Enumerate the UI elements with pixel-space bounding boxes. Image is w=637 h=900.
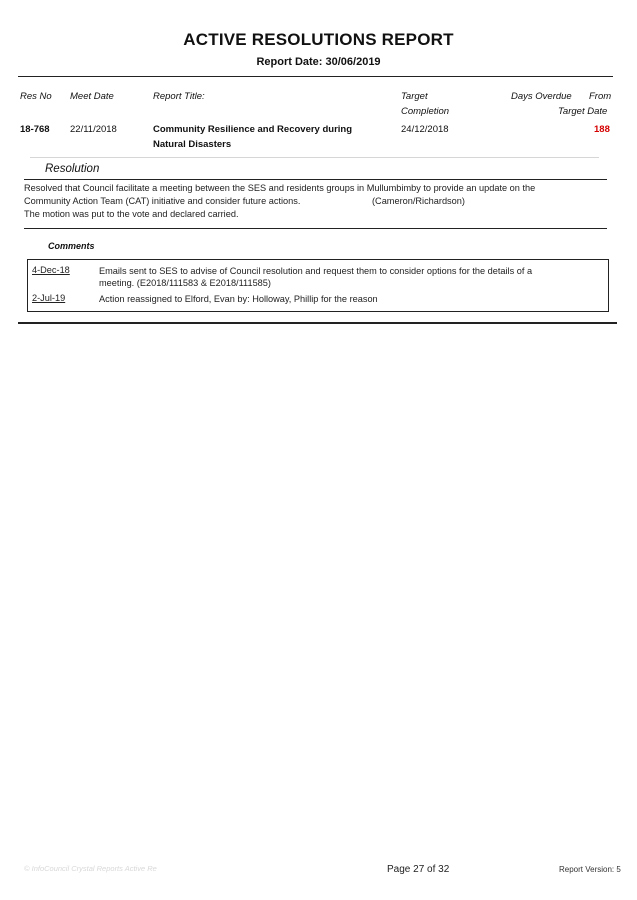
- header-divider: [18, 76, 613, 77]
- col-header-target-date: Target Date: [558, 106, 608, 117]
- resolution-heading: Resolution: [45, 163, 100, 175]
- comment-text-2: Action reassigned to Elford, Evan by: Holloway, Phillip for the reason: [99, 294, 378, 304]
- resolution-line2: Community Action Team (CAT) initiative and consider future actions.: [24, 196, 301, 207]
- comments-box: [27, 259, 609, 312]
- col-header-completion: Completion: [401, 106, 450, 117]
- comments-heading: Comments: [48, 241, 95, 251]
- report-title-line1: Community Resilience and Recovery during: [153, 124, 353, 135]
- record-divider: [30, 157, 599, 158]
- col-header-target: Target: [401, 91, 428, 102]
- col-header-days-overdue: Days Overdue: [511, 91, 572, 102]
- report-title: ACTIVE RESOLUTIONS REPORT: [183, 30, 454, 49]
- col-header-meet-date: Meet Date: [70, 91, 114, 102]
- resolution-line1: Resolved that Council facilitate a meeting between the SES and residents groups in Mullumbimby to provide an update on the: [24, 183, 536, 193]
- days-overdue-value: 188: [594, 124, 610, 135]
- resolution-movers: (Cameron/Richardson): [372, 196, 465, 206]
- resolution-top-rule: [24, 179, 607, 180]
- report-date: Report Date: 30/06/2019: [256, 56, 381, 68]
- resolution-text: [24, 182, 614, 222]
- footer-copyright: © InfoCouncil Crystal Reports Active Re: [24, 864, 157, 873]
- comment-text-1-line1: Emails sent to SES to advise of Council resolution and request them to consider options for the details of a: [99, 266, 533, 276]
- comment-text-1-line2: meeting. (E2018/111583 & E2018/111585): [99, 278, 271, 288]
- meet-date-value: 22/11/2018: [70, 124, 117, 135]
- res-no-value: 18-768: [20, 124, 50, 135]
- comment-date-2[interactable]: 2-Jul-19: [32, 293, 66, 303]
- comment-text-1: [99, 265, 599, 289]
- section-end-rule: [18, 322, 617, 324]
- page-number: Page 27 of 32: [387, 864, 450, 875]
- report-version: Report Version: 5: [559, 865, 621, 874]
- resolution-bottom-rule: [24, 228, 607, 229]
- col-header-res-no: Res No: [20, 91, 52, 102]
- comment-date-1[interactable]: 4-Dec-18: [32, 265, 70, 275]
- col-header-report-title: Report Title:: [153, 91, 205, 102]
- col-header-from: From: [589, 91, 612, 102]
- resolution-line3: The motion was put to the vote and declared carried.: [24, 209, 239, 220]
- report-title-line2: Natural Disasters: [153, 139, 232, 150]
- target-completion-value: 24/12/2018: [401, 124, 449, 135]
